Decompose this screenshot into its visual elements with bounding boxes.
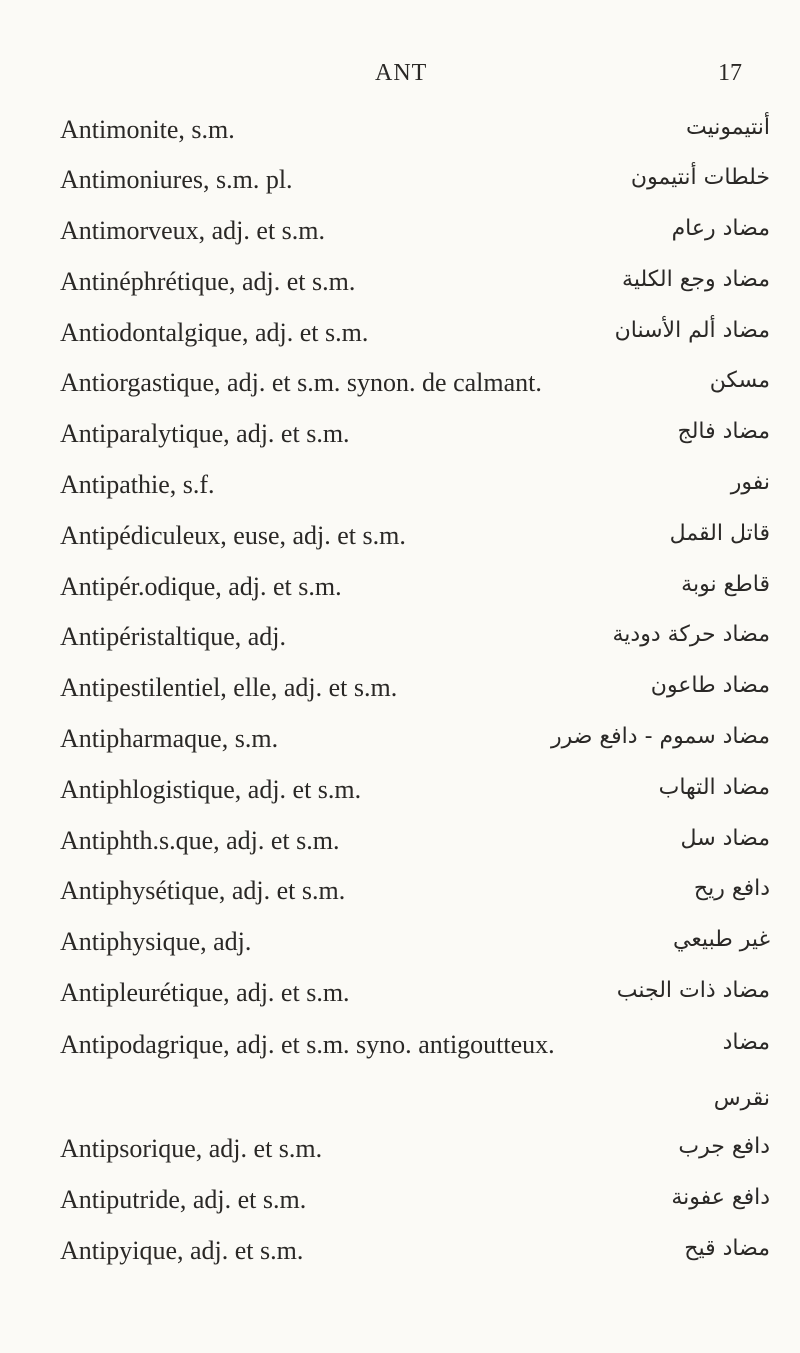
dictionary-entry	[60, 115, 770, 155]
arabic-translation: خلطات أنتيمون	[630, 165, 770, 190]
arabic-translation: مسكن	[709, 368, 770, 393]
dictionary-entry	[60, 826, 770, 866]
headword: Antipsorique, adj. et s.m.	[60, 1134, 323, 1163]
dictionary-entry	[60, 1185, 770, 1225]
headword: Antiputride, adj. et s.m.	[60, 1185, 307, 1214]
dictionary-entry	[60, 419, 770, 459]
headword-text: Antipodagrique, adj. et s.m. syno.	[60, 1030, 412, 1059]
dictionary-entry	[60, 521, 770, 561]
dictionary-entry	[60, 927, 770, 967]
dictionary-entry	[60, 1236, 770, 1276]
arabic-translation: دافع ريح	[693, 876, 770, 901]
dictionary-entry	[60, 724, 770, 764]
dictionary-entry	[60, 622, 770, 662]
headword	[60, 1030, 555, 1060]
arabic-translation: مضاد ألم الأسنان	[614, 318, 770, 343]
running-head: ANT	[375, 60, 428, 86]
headword: Antiphth.s.que, adj. et s.m.	[60, 826, 340, 855]
dictionary-entry	[60, 1134, 770, 1174]
dictionary-entry-continuation	[60, 1086, 770, 1126]
arabic-translation: مضاد سموم - دافع ضرر	[551, 724, 770, 749]
synonym-note: antigoutteux.	[418, 1030, 555, 1059]
arabic-translation: قاتل القمل	[669, 521, 770, 546]
headword	[60, 368, 542, 398]
headword: Antiphlogistique, adj. et s.m.	[60, 775, 362, 804]
dictionary-entry	[60, 673, 770, 713]
dictionary-entry	[60, 1030, 770, 1070]
headword-text: Antiorgastique, adj. et s.m. synon.	[60, 368, 416, 397]
dictionary-entry	[60, 216, 770, 256]
headword: Antiodontalgique, adj. et s.m.	[60, 318, 369, 347]
arabic-translation: مضاد ذات الجنب	[616, 978, 770, 1003]
arabic-translation: مضاد رعام	[671, 216, 770, 241]
headword: Antimonite, s.m.	[60, 115, 235, 144]
headword: Antipédiculeux, euse, adj. et s.m.	[60, 521, 406, 550]
arabic-translation: مضاد سل	[680, 826, 770, 851]
synonym-note: de calmant.	[422, 368, 542, 397]
arabic-translation: مضاد طاعون	[650, 673, 770, 698]
arabic-translation: نفور	[730, 470, 770, 495]
headword: Antiphysique, adj.	[60, 927, 252, 956]
dictionary-entry	[60, 876, 770, 916]
dictionary-entry	[60, 470, 770, 510]
arabic-translation: نقرس	[713, 1086, 770, 1111]
headword: Antipéristaltique, adj.	[60, 622, 287, 651]
headword: Antipharmaque, s.m.	[60, 724, 279, 753]
headword: Antiphysétique, adj. et s.m.	[60, 876, 346, 905]
arabic-translation: مضاد قيح	[684, 1236, 770, 1261]
arabic-translation: أنتيمونيت	[686, 115, 770, 140]
headword: Antipleurétique, adj. et s.m.	[60, 978, 350, 1007]
headword: Antinéphrétique, adj. et s.m.	[60, 267, 356, 296]
headword: Antipestilentiel, elle, adj. et s.m.	[60, 673, 398, 702]
headword: Antiparalytique, adj. et s.m.	[60, 419, 350, 448]
arabic-translation: دافع جرب	[678, 1134, 770, 1159]
arabic-translation: مضاد التهاب	[658, 775, 770, 800]
headword: Antipyique, adj. et s.m.	[60, 1236, 304, 1265]
dictionary-entry	[60, 368, 770, 408]
headword: Antimorveux, adj. et s.m.	[60, 216, 326, 245]
arabic-translation: مضاد حركة دودية	[612, 622, 770, 647]
arabic-translation: قاطع نوبة	[681, 572, 770, 597]
dictionary-entry	[60, 165, 770, 205]
arabic-translation: غير طبيعي	[672, 927, 770, 952]
dictionary-entry	[60, 572, 770, 612]
headword: Antimoniures, s.m. pl.	[60, 165, 293, 194]
dictionary-entry	[60, 318, 770, 358]
dictionary-entry	[60, 978, 770, 1018]
arabic-translation: مضاد	[722, 1030, 770, 1055]
arabic-translation: مضاد فالج	[677, 419, 770, 444]
dictionary-entry	[60, 267, 770, 307]
headword: Antipér.odique, adj. et s.m.	[60, 572, 342, 601]
arabic-translation: دافع عفونة	[671, 1185, 770, 1210]
dictionary-entry	[60, 775, 770, 815]
headword: Antipathie, s.f.	[60, 470, 215, 499]
arabic-translation: مضاد وجع الكلية	[622, 267, 770, 292]
page-number: 17	[718, 60, 742, 86]
